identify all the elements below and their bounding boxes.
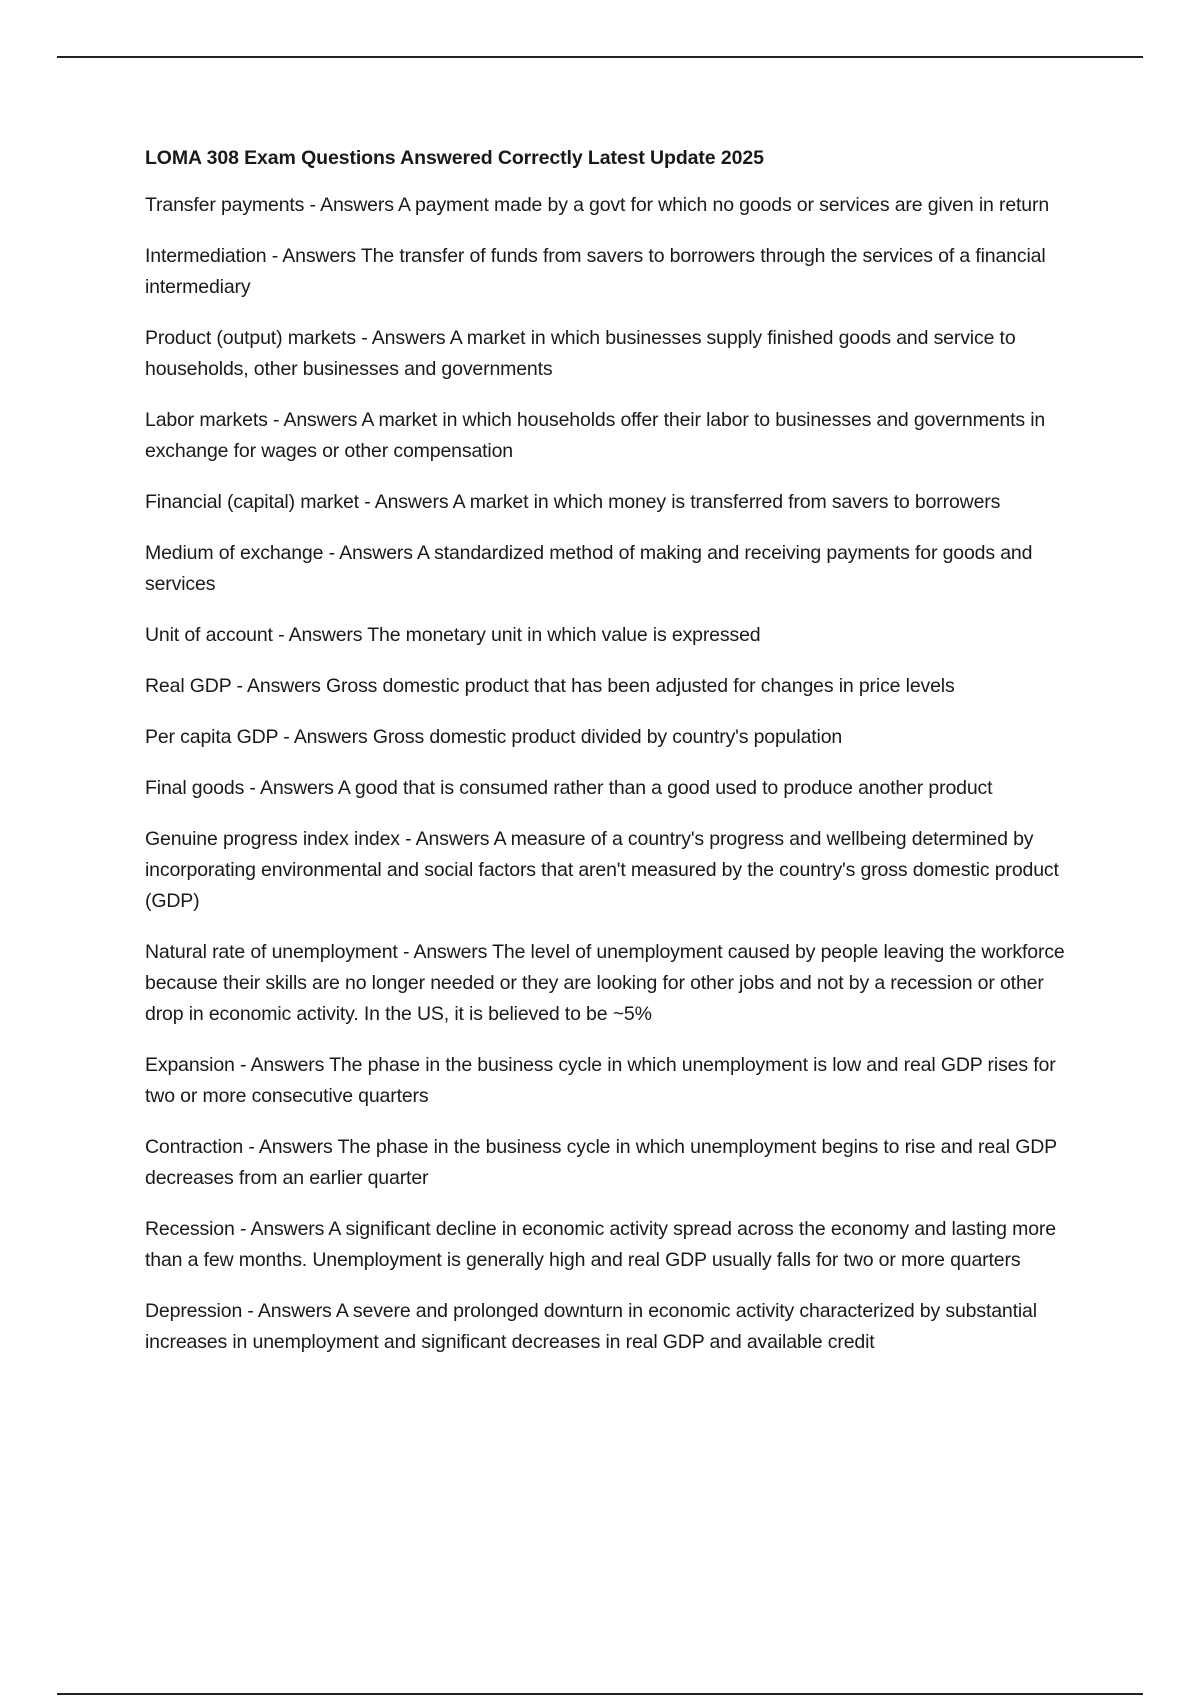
definition-entry: Contraction - Answers The phase in the business cycle in which unemployment begins to rise and real GDP decreases from an earlier quarter <box>145 1136 1057 1189</box>
definition-entry: Transfer payments - Answers A payment made by a govt for which no goods or services are given in return <box>145 194 1050 216</box>
definition-entry: Unit of account - Answers The monetary unit in which value is expressed <box>145 624 761 646</box>
definition-entry: Recession - Answers A significant decline in economic activity spread across the economy and lasting more than a few months. Unemployment is generally high and real GDP usually falls for two or more quarters <box>145 1218 1056 1271</box>
definition-entry: Natural rate of unemployment - Answers The level of unemployment caused by people leaving the workforce because their skills are no longer needed or they are looking for other jobs and not by a recession or other drop in economic activity. In the US, it is believed to be ~5% <box>145 941 1065 1025</box>
definition-entry: Financial (capital) market - Answers A market in which money is transferred from savers to borrowers <box>145 491 1001 513</box>
definition-entry: Product (output) markets - Answers A market in which businesses supply finished goods and service to households, other businesses and governments <box>145 327 1016 380</box>
definition-entry: Genuine progress index index - Answers A measure of a country's progress and wellbeing determined by incorporating environmental and social factors that aren't measured by the country's gross domestic product (GDP) <box>145 828 1059 912</box>
footer-rule <box>57 1693 1143 1695</box>
definition-entry: Per capita GDP - Answers Gross domestic product divided by country's population <box>145 726 843 748</box>
definition-entry: Intermediation - Answers The transfer of funds from savers to borrowers through the services of a financial intermediary <box>145 245 1046 298</box>
document-title: LOMA 308 Exam Questions Answered Correctly Latest Update 2025 <box>145 147 764 169</box>
definition-entry: Expansion - Answers The phase in the business cycle in which unemployment is low and real GDP rises for two or more consecutive quarters <box>145 1054 1056 1107</box>
definition-entry: Final goods - Answers A good that is consumed rather than a good used to produce another product <box>145 777 993 799</box>
definition-entry: Labor markets - Answers A market in which households offer their labor to businesses and governments in exchange for wages or other compensation <box>145 409 1046 462</box>
definition-entry: Medium of exchange - Answers A standardized method of making and receiving payments for goods and services <box>145 542 1033 595</box>
definition-entry: Real GDP - Answers Gross domestic product that has been adjusted for changes in price levels <box>145 675 955 697</box>
document-body <box>145 146 1085 1378</box>
definition-entry: Depression - Answers A severe and prolonged downturn in economic activity characterized by substantial increases in unemployment and significant decreases in real GDP and available credit <box>145 1300 1037 1353</box>
header-rule <box>57 56 1143 58</box>
